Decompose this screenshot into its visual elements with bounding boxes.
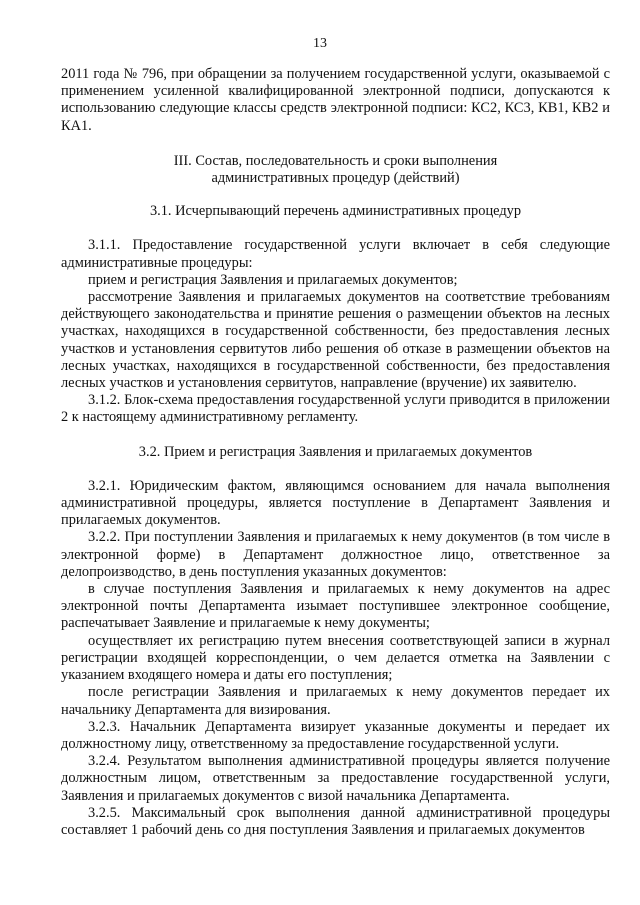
- subsection-3-2-title: 3.2. Прием и регистрация Заявления и прилагаемых документов: [138, 443, 533, 460]
- paragraph-3-2-4: 3.2.4. Результатом выполнения административной процедуры является получение должностным лицом, ответственным за предоставление государственной услуги, Заявления и прилагаемых документов с визой начальника Департамента.: [61, 753, 610, 804]
- list-item-procedure-1: прием и регистрация Заявления и прилагаемых документов;: [88, 271, 458, 288]
- subsection-3-1-title: 3.1. Исчерпывающий перечень административных процедур: [149, 203, 522, 220]
- page-number: 13: [313, 36, 327, 51]
- intro-paragraph: 2011 года № 796, при обращении за получением государственной услуги, оказываемой с применением усиленной квалифицированной электронной подписи, допускаются к использованию следующие классы средств электронной подписи: КС2, КС3, КВ1, КВ2 и КА1.: [61, 66, 610, 134]
- section-title-line-2: административных процедур (действий): [211, 170, 460, 187]
- paragraph-3-2-3: 3.2.3. Начальник Департамента визирует указанные документы и передает их должностному лицу, ответственному за предоставление государственной услуги.: [61, 718, 610, 752]
- list-item-action-2: осуществляет их регистрацию путем внесения соответствующей записи в журнал регистрации входящей корреспонденции, о чем делается отметка на Заявлении с указанием входящего номера и даты его поступления;: [61, 632, 610, 684]
- paragraph-3-2-1: 3.2.1. Юридическим фактом, являющимся основанием для начала выполнения административной процедуры, является поступление в Департамент Заявления и прилагаемых документов.: [61, 477, 610, 529]
- list-item-action-3: после регистрации Заявления и прилагаемых к нему документов передает их начальнику Департамента для визирования.: [61, 684, 610, 718]
- list-item-action-1: в случае поступления Заявления и прилагаемых к нему документов на адрес электронной почты Департамента изымает поступившее электронное сообщение, распечатывает Заявление и прилагаемые к нему документы;: [61, 581, 610, 632]
- paragraph-3-2-5: 3.2.5. Максимальный срок выполнения данной административной процедуры составляет 1 рабочий день со дня поступления Заявления и прилагаемых документов: [61, 804, 610, 838]
- document-body: [61, 66, 610, 839]
- paragraph-3-2-2: 3.2.2. При поступлении Заявления и прилагаемых к нему документов (в том числе в электронной форме) в Департамент должностное лицо, ответственное за делопроизводство, в день поступления указанных документов:: [61, 529, 610, 580]
- paragraph-3-1-1: 3.1.1. Предоставление государственной услуги включает в себя следующие административные процедуры:: [61, 237, 610, 271]
- section-title-line-1: III. Состав, последовательность и сроки выполнения: [173, 152, 498, 169]
- paragraph-3-1-2: 3.1.2. Блок-схема предоставления государственной услуги приводится в приложении 2 к настоящему административному регламенту.: [61, 392, 610, 426]
- list-item-procedure-2: рассмотрение Заявления и прилагаемых документов на соответствие требованиям действующего законодательства и принятие решения о размещении объектов на лесных участках, находящихся в государственной собственности, без предоставления лесных участков и установления сервитутов либо решения об отказе в размещении объектов на лесных участках, находящихся в государственной собственности, без предоставления лесных участков и установления сервитутов, направление (вручение) их заявителю.: [61, 289, 610, 392]
